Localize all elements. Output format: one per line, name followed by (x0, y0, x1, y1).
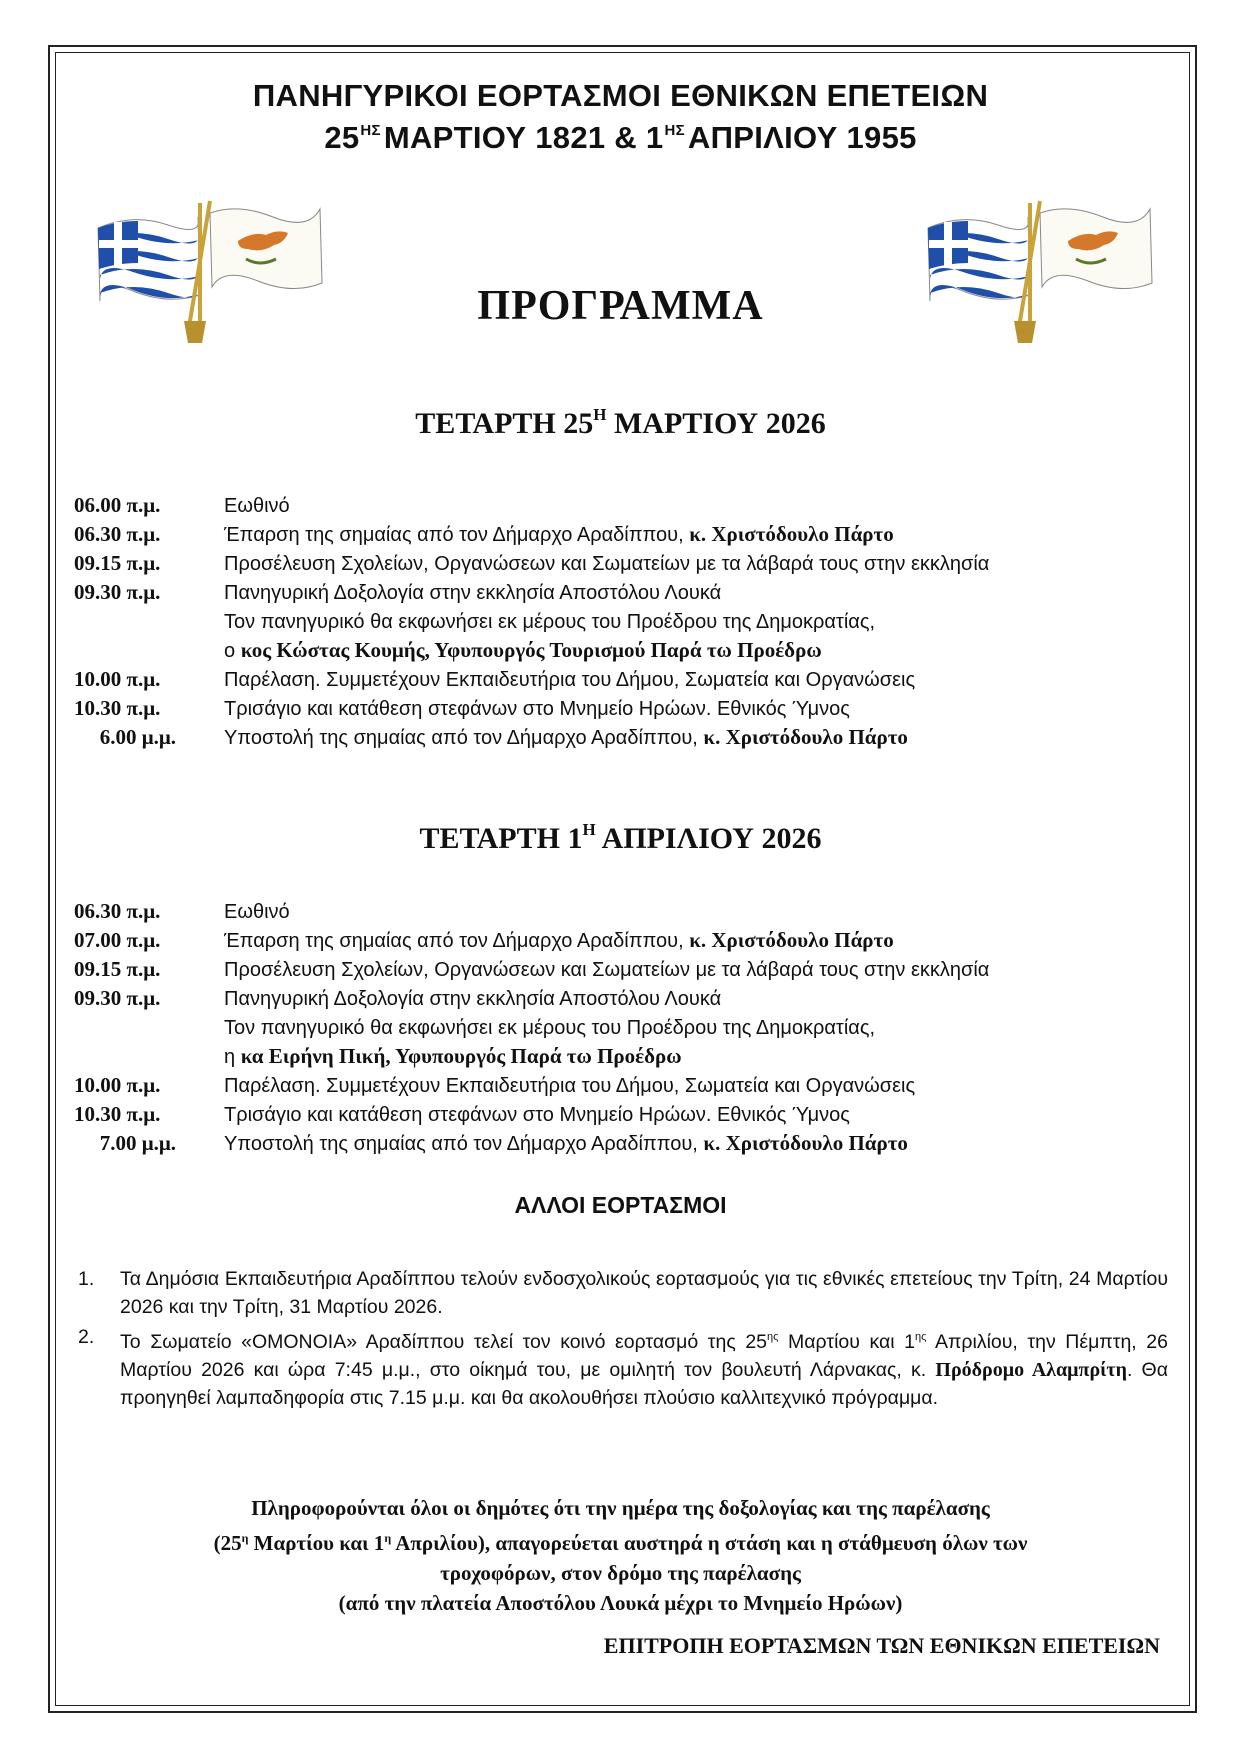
schedule-row (74, 1100, 1174, 1129)
activity-text: η (224, 1046, 241, 1068)
list-item: 1. Τα Δημόσια Εκπαιδευτήρια Αραδίππου τελούν ενδοσχολικούς εορτασμούς για τις εθνικές επετείους την Τρίτη, 24 Μαρτίου 2026 και την Τρίτη, 31 Μαρτίου 2026. (78, 1268, 1168, 1318)
schedule-activity (224, 955, 989, 985)
schedule-activity (224, 723, 908, 753)
day2-heading: ΤΕΤΑΡΤΗ $1^H$ ΑΠΡΙΛΙΟΥ 2026 (419, 820, 822, 855)
activity-text: Εωθινό (224, 495, 290, 517)
activity-text: Τον πανηγυρικό θα εκφωνήσει εκ μέρους του Προέδρου της Δημοκρατίας, (224, 1017, 876, 1039)
schedule-row (74, 607, 1174, 636)
activity-text: ο (224, 640, 241, 662)
schedule-row (74, 955, 1174, 984)
day1-heading: ΤΕΤΑΡΤΗ $25^H$ ΜΑΡΤΙΟΥ 2026 (415, 405, 826, 440)
activity-bold-text: κ. Χριστόδουλο Πάρτο (689, 522, 894, 546)
schedule-time: 06.00 π.μ. (74, 493, 161, 517)
schedule-activity (224, 1013, 875, 1043)
activity-text: Έπαρση της σημαίας από τον Δήμαρχο Αραδίππου, (224, 524, 690, 546)
schedule-row (74, 578, 1174, 607)
schedule-time: 06.30 π.μ. (74, 899, 161, 923)
schedule-activity (224, 520, 894, 550)
schedule-activity (224, 1100, 850, 1130)
schedule-row (74, 549, 1174, 578)
day1-schedule (74, 491, 1174, 752)
schedule-row (74, 1129, 1174, 1158)
other-celebrations-list (78, 1265, 1168, 1414)
activity-text: Τρισάγιο και κατάθεση στεφάνων στο Μνημείο Ηρώων. Εθνικός Ύμνος (224, 1104, 850, 1126)
schedule-time: 09.15 π.μ. (74, 957, 161, 981)
schedule-time: 09.15 π.μ. (74, 551, 161, 575)
schedule-activity (224, 549, 989, 579)
programme-heading: ΠΡΟΓΡΑΜΜΑ (477, 283, 764, 329)
activity-text: Πανηγυρική Δοξολογία στην εκκλησία Αποστόλου Λουκά (224, 582, 722, 604)
schedule-row (74, 636, 1174, 665)
schedule-time: 10.00 π.μ. (74, 667, 161, 691)
schedule-row (74, 694, 1174, 723)
schedule-time: 10.30 π.μ. (74, 696, 161, 720)
schedule-row (74, 1042, 1174, 1071)
header-title: ΠΑΝΗΓΥΡΙΚΟΙ ΕΟΡΤΑΣΜΟΙ ΕΘΝΙΚΩΝ ΕΠΕΤΕΙΩΝ (252, 78, 989, 113)
schedule-activity (224, 694, 850, 724)
activity-text: Τρισάγιο και κατάθεση στεφάνων στο Μνημείο Ηρώων. Εθνικός Ύμνος (224, 698, 850, 720)
activity-text: Προσέλευση Σχολείων, Οργανώσεων και Σωματείων με τα λάβαρά τους στην εκκλησία (224, 959, 990, 981)
schedule-time: 07.00 π.μ. (74, 928, 161, 952)
schedule-row (74, 520, 1174, 549)
schedule-time: 7.00 μ.μ. (99, 1131, 176, 1155)
schedule-row (74, 723, 1174, 752)
activity-bold-text: κ. Χριστόδουλο Πάρτο (689, 928, 894, 952)
schedule-time: 06.30 π.μ. (74, 522, 161, 546)
activity-text: Παρέλαση. Συμμετέχουν Εκπαιδευτήρια του Δήμου, Σωματεία και Οργανώσεις (224, 669, 916, 691)
activity-text: Εωθινό (224, 901, 290, 923)
schedule-time: 09.30 π.μ. (74, 986, 161, 1010)
activity-bold-text: κ. Χριστόδουλο Πάρτο (703, 725, 908, 749)
activity-text: Τον πανηγυρικό θα εκφωνήσει εκ μέρους του Προέδρου της Δημοκρατίας, (224, 611, 876, 633)
schedule-time: 09.30 π.μ. (74, 580, 161, 604)
activity-bold-text: κα Ειρήνη Πική, Υφυπουργός Παρά τω Προέδρω (240, 1044, 682, 1068)
schedule-time: 10.00 π.μ. (74, 1073, 161, 1097)
traffic-notice: Πληροφορούνται όλοι οι δημότες ότι την ημέρα της δοξολογίας και της παρέλασης ($25^\eta$ Μαρτίου και $1^\eta$ Απριλίου), απαγορεύεται αυστηρά η στάση και η στάθμευση όλων των τροχοφόρων, στον δρόμο της παρέλασης (από την πλατεία Αποστόλου Λουκά μέχρι το Μνημείο Ηρώων) (213, 1496, 1028, 1615)
schedule-row (74, 491, 1174, 520)
schedule-time: 10.30 π.μ. (74, 1102, 161, 1126)
schedule-row (74, 897, 1174, 926)
schedule-activity (224, 926, 894, 956)
activity-text: Προσέλευση Σχολείων, Οργανώσεων και Σωματείων με τα λάβαρά τους στην εκκλησία (224, 553, 990, 575)
schedule-row (74, 1071, 1174, 1100)
activity-bold-text: κος Κώστας Κουμής, Υφυπουργός Τουρισμού Παρά τω Προέδρω (240, 638, 822, 662)
activity-bold-text: κ. Χριστόδουλο Πάρτο (703, 1131, 908, 1155)
activity-text: Πανηγυρική Δοξολογία στην εκκλησία Αποστόλου Λουκά (224, 988, 722, 1010)
activity-text: Έπαρση της σημαίας από τον Δήμαρχο Αραδίππου, (224, 930, 690, 952)
schedule-activity (224, 897, 290, 927)
day2-schedule (74, 897, 1174, 1158)
list-item: 2. Το Σωματείο «ΟΜΟΝΟΙΑ» Αραδίππου τελεί τον κοινό εορτασμό της $25^{\eta\varsigma}$ Μαρτίου και $1^{\eta\varsigma}$ Απριλίου, την Πέμπτη, 26 Μαρτίου 2026 και ώρα 7:45 μ.μ., στο οίκημά του, με ομιλητή τον βουλευτή Λάρνακας, κ. Πρόδρομο Αλαμπρίτη. Θα προηγηθεί λαμπαδηφορία στις 7.15 μ.μ. και θα ακολουθήσει πλούσιο καλλιτεχνικό πρόγραμμα. (78, 1326, 1168, 1409)
schedule-activity (224, 491, 290, 521)
schedule-row (74, 665, 1174, 694)
schedule-activity (224, 984, 721, 1014)
schedule-activity (224, 1071, 915, 1101)
header-subtitle: $25^{H\Sigma}MAPTIO\Upsilon$ 1821 & $1^{H\Sigma}A\Pi PI\Lambda IO\Upsilon$ 1955 (324, 120, 917, 155)
activity-text: Υποστολή της σημαίας από τον Δήμαρχο Αραδίππου, (224, 727, 704, 749)
schedule-activity (224, 578, 721, 608)
schedule-time: 6.00 μ.μ. (99, 725, 176, 749)
schedule-activity (224, 1129, 908, 1159)
other-celebrations-heading: ΑΛΛΟΙ ΕΟΡΤΑΣΜΟΙ (514, 1192, 727, 1218)
schedule-activity (224, 1042, 682, 1072)
schedule-activity (224, 636, 822, 666)
schedule-row (74, 984, 1174, 1013)
schedule-activity (224, 607, 875, 637)
schedule-row (74, 1013, 1174, 1042)
activity-text: Υποστολή της σημαίας από τον Δήμαρχο Αραδίππου, (224, 1133, 704, 1155)
committee-signature: ΕΠΙΤΡΟΠΗ ΕΟΡΤΑΣΜΩΝ ΤΩΝ ΕΘΝΙΚΩΝ ΕΠΕΤΕΙΩΝ (603, 1633, 1160, 1658)
schedule-row (74, 926, 1174, 955)
activity-text: Παρέλαση. Συμμετέχουν Εκπαιδευτήρια του Δήμου, Σωματεία και Οργανώσεις (224, 1075, 916, 1097)
schedule-activity (224, 665, 915, 695)
